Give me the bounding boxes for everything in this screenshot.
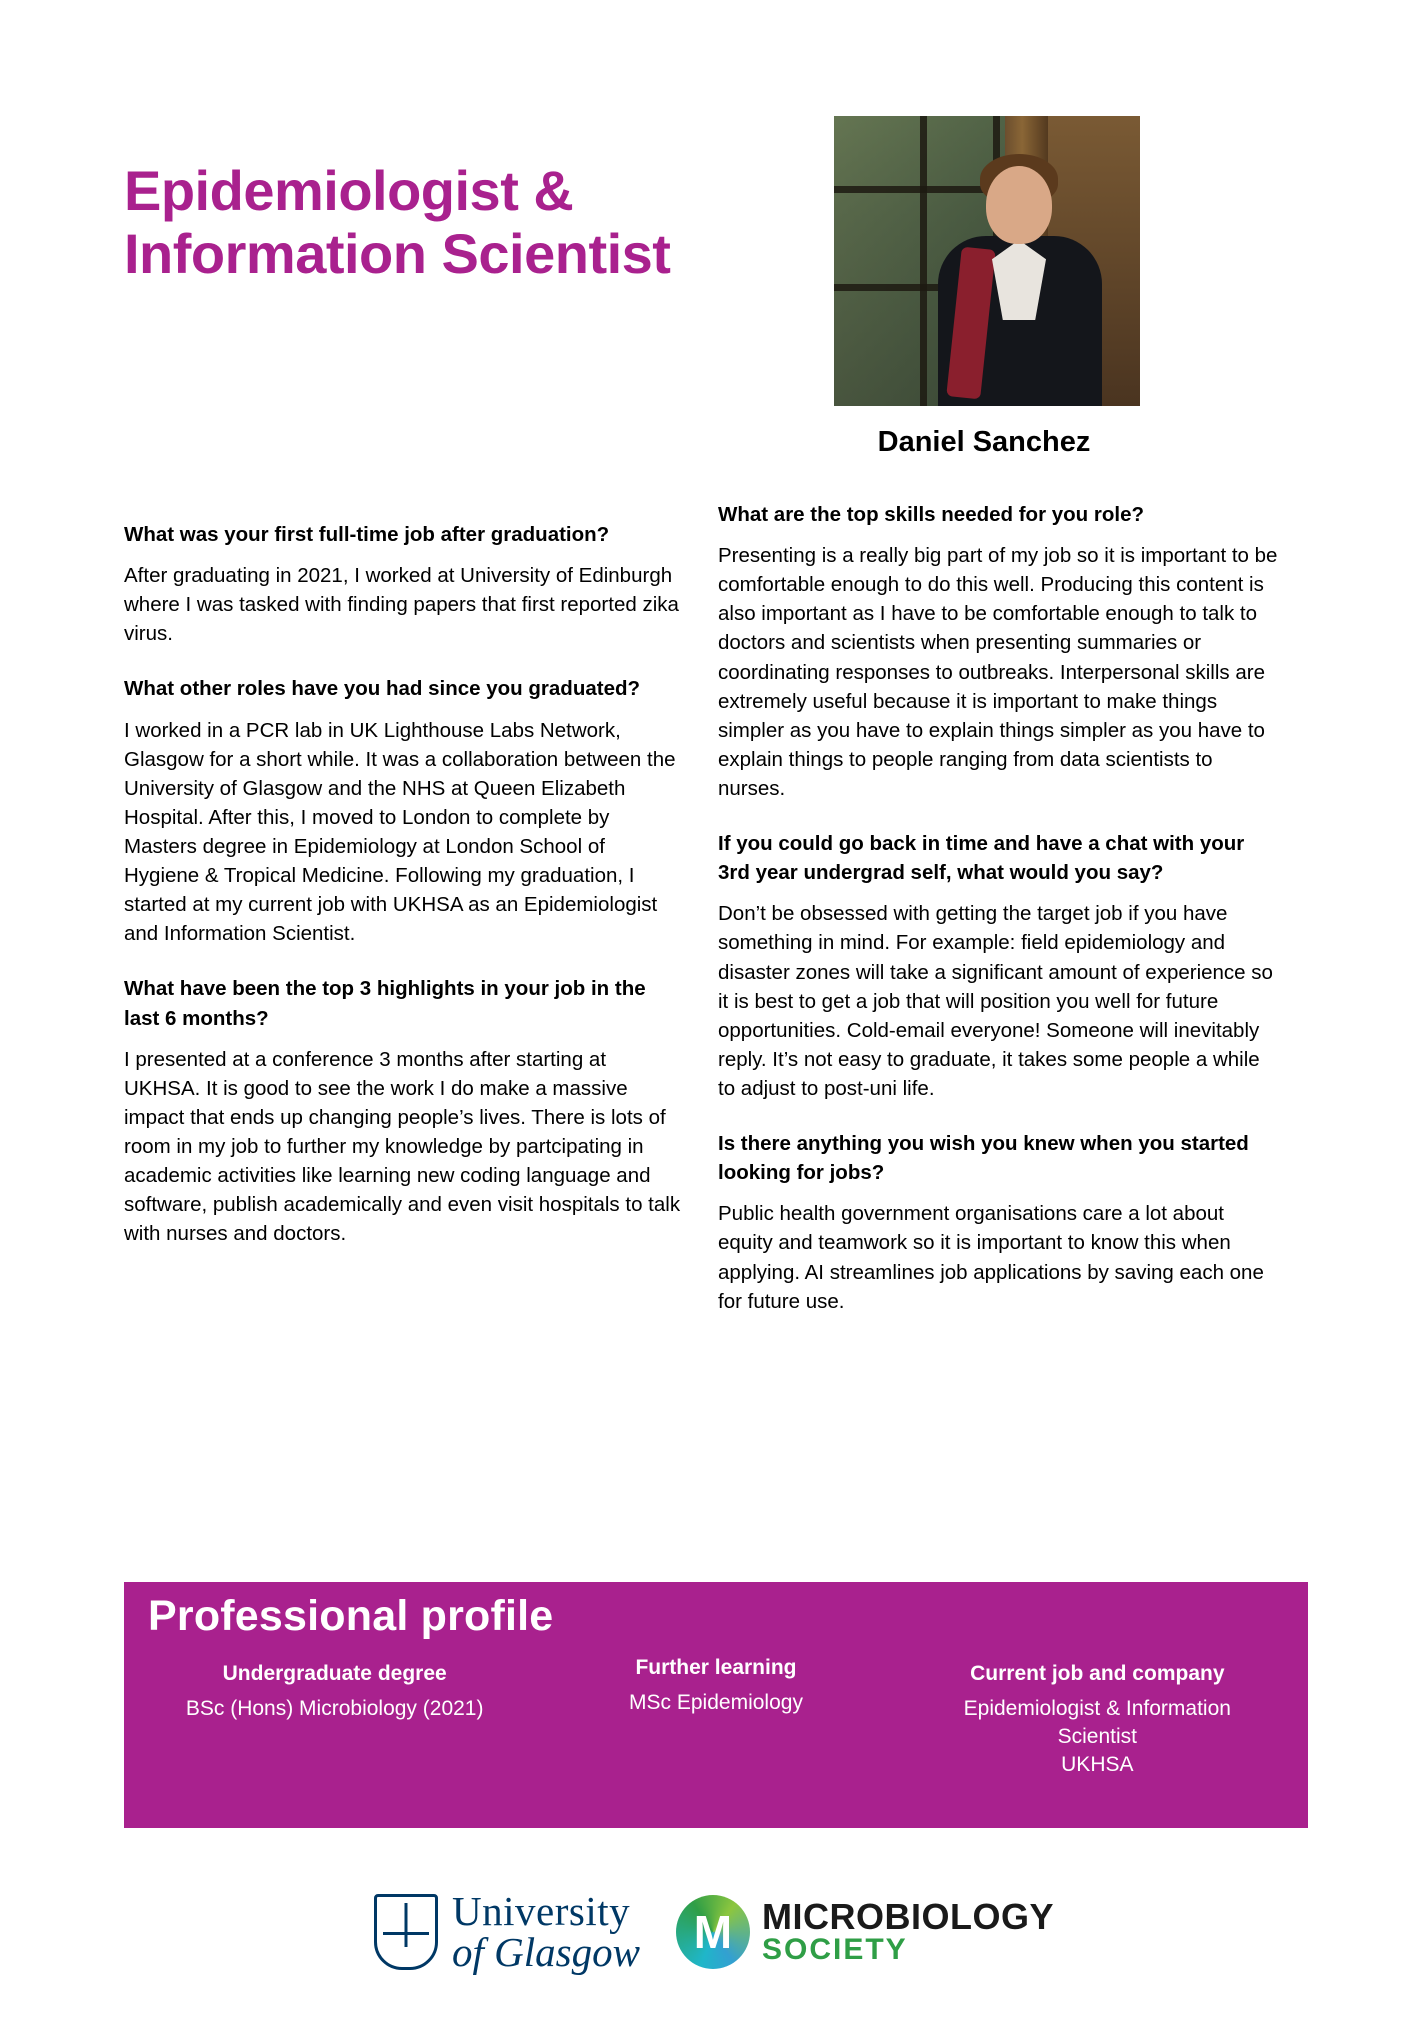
society-logo-line1: MICROBIOLOGY [761, 1896, 1054, 1937]
microbiology-society-logo [676, 1895, 1054, 1969]
question-1: What was your first full-time job after graduation? [124, 523, 610, 546]
answer-3: I presented at a conference 3 months after starting at UKHSA. It is good to see the work I do make a massive impact that ends up changing people’s lives. There is lots of room in my job to further my knowledge by partcipating in academic activities like learning new coding language and software, publish academically and even visit hospitals to talk with nurses and doctors. [124, 1047, 681, 1246]
answer-2: I worked in a PCR lab in UK Lighthouse Labs Network, Glasgow for a short while. It was a collaboration between the University of Glasgow and the NHS at Queen Elizabeth Hospital. After this, I moved to London to complete by Masters degree in Epidemiology at London School of Hygiene & Tropical Medicine. Following my graduation, I started at my current job with UKHSA as an Epidemiologist and Information Scientist. [124, 718, 676, 946]
profile-heading-current: Current job and company [970, 1662, 1225, 1685]
profile-value-further: MSc Epidemiology [629, 1691, 803, 1715]
answer-6: Public health government organisations care a lot about equity and teamwork so it is important to know this when applying. AI streamlines job applications by saving each one for future use. [718, 1202, 1264, 1313]
profile-further-learning [529, 1654, 902, 1774]
profile-value-current-3: UKHSA [1061, 1753, 1134, 1777]
profile-current-job [911, 1660, 1284, 1780]
professional-profile-band [124, 1582, 1308, 1828]
microbiology-society-mark-icon [676, 1895, 750, 1969]
answer-4: Presenting is a really big part of my job so it is important to be comfortable enough to do this well. Producing this content is also important as I have to be comfortable enough to talk to doctors and scientists when presenting summaries or coordinating responses to outbreaks. Interpersonal skills are extremely useful because it is important to make things simpler as you have to explain things simpler as you have to explain things to people ranging from data scientists to nurses. [718, 544, 1278, 800]
page-title: Epidemiologist & Information Scientist [124, 159, 671, 285]
portrait-image [834, 116, 1140, 406]
footer-logos [0, 1872, 1428, 1992]
answer-5: Don’t be obsessed with getting the target job if you have something in mind. For example: field epidemiology and disaster zones will take a significant amount of experience so it is best to get a job that will position you well for future opportunities. Cold-email everyone! Someone will inevitably reply. It’s not easy to graduate, it takes some people a while to adjust to post-uni life. [718, 902, 1273, 1100]
glasgow-crest-icon [374, 1894, 438, 1970]
profile-heading-undergrad: Undergraduate degree [222, 1662, 447, 1685]
profile-undergraduate-degree [148, 1660, 521, 1780]
question-4: What are the top skills needed for you role? [718, 503, 1145, 526]
university-logo-line2: of Glasgow [452, 1929, 640, 1975]
society-logo-line2: SOCIETY [761, 1933, 908, 1966]
profile-value-undergrad: BSc (Hons) Microbiology (2021) [185, 1697, 484, 1721]
question-2: What other roles have you had since you graduated? [124, 677, 641, 701]
question-3: What have been the top 3 highlights in your job in the last 6 months? [124, 977, 646, 1030]
profile-title: Professional profile [148, 1592, 554, 1640]
answer-1: After graduating in 2021, I worked at University of Edinburgh where I was tasked with finding papers that first reported zika virus. [124, 564, 679, 646]
profile-value-current-1: Epidemiologist & Information [963, 1697, 1231, 1721]
university-logo-line1: University [452, 1888, 631, 1934]
university-of-glasgow-logo [374, 1888, 640, 1975]
question-6: Is there anything you wish you knew when you started looking for jobs? [718, 1132, 1249, 1185]
person-name: Daniel Sanchez [877, 426, 1091, 458]
question-5: If you could go back in time and have a chat with your 3rd year undergrad self, what would you say? [718, 832, 1245, 885]
profile-heading-further: Further learning [635, 1656, 797, 1679]
profile-value-current-2: Scientist [1057, 1725, 1137, 1749]
left-column [124, 520, 684, 1248]
profile-columns [148, 1656, 1284, 1780]
right-column [718, 500, 1278, 1316]
